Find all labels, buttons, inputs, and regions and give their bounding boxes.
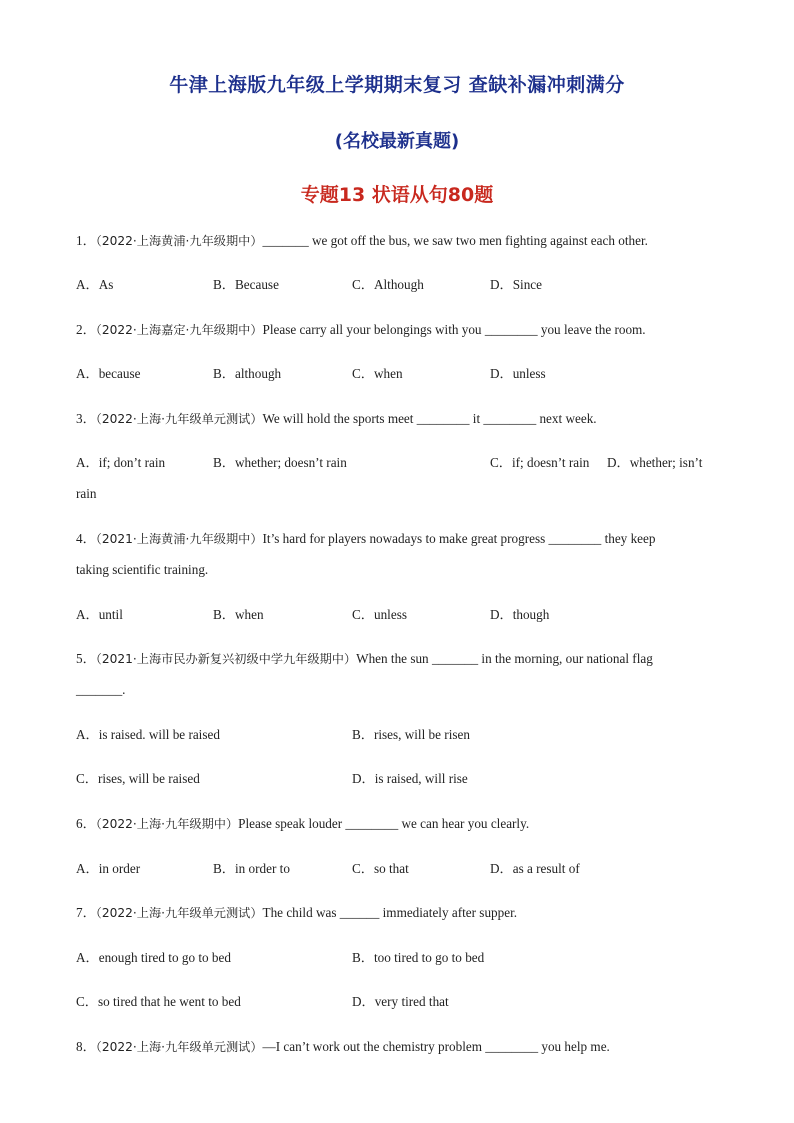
question-1 [76,233,648,249]
question-stem: _______ we got off the bus, we saw two men fighting against each other. [262,233,648,248]
option-d-continued: rain [76,486,97,501]
option-a: A．until [76,607,123,622]
option-b: B．when [213,607,264,622]
question-source: （2022·上海·九年级单元测试） [95,906,263,920]
option-a: A．in order [76,861,141,876]
question-stem: When the sun _______ in the morning, our national flag [356,651,653,666]
option-d: D．very tired that [352,994,449,1009]
option-a: A．is raised. will be raised [76,727,220,742]
option-a: A．enough tired to go to bed [76,950,231,965]
option-b: B．although [213,366,282,381]
question-stem: The child was ______ immediately after supper. [262,905,518,920]
option-a: A．if; don’t rain [76,455,166,470]
question-source: （2022·上海黄浦·九年级期中） [95,234,263,248]
question-stem: Please carry all your belongings with you ________ you leave the room. [262,322,646,337]
option-c: C．Although [352,277,424,292]
option-b: B．in order to [213,861,290,876]
question-source: （2022·上海嘉定·九年级期中） [95,323,263,337]
question-8 [76,1039,610,1055]
option-c: C．if; doesn’t rain [490,455,590,470]
question-source: （2022·上海·九年级单元测试） [95,412,263,426]
document-subtitle: (名校最新真题) [334,131,460,152]
question-stem: Please speak louder ________ we can hear you clearly. [238,816,530,831]
question-number: 2． [76,322,96,337]
option-b: B．rises, will be risen [352,727,470,742]
question-6 [76,816,529,832]
question-number: 3． [76,411,96,426]
option-d: D．whether; isn’t [607,455,703,470]
document-title: 牛津上海版九年级上学期期末复习 查缺补漏冲刺满分 [169,74,625,96]
option-a: A．As [76,277,114,292]
option-d: D．though [490,607,550,622]
question-source: （2022·上海·九年级单元测试） [95,1040,263,1054]
option-b: B．whether; doesn’t rain [213,455,347,470]
question-stem: We will hold the sports meet ________ it ________ next week. [262,411,597,426]
option-c: C．so tired that he went to bed [76,994,241,1009]
option-c: C．rises, will be raised [76,771,200,786]
option-a: A．because [76,366,141,381]
question-stem: —I can’t work out the chemistry problem ________ you help me. [262,1039,610,1054]
option-d: D．Since [490,277,543,292]
question-2 [76,322,646,338]
question-number: 1． [76,233,96,248]
question-5 [76,651,653,667]
question-4 [76,531,655,547]
topic-title: 专题13 状语从句80题 [300,184,494,206]
question-number: 4． [76,531,96,546]
option-b: B．Because [213,277,279,292]
option-d: D．unless [490,366,546,381]
option-c: C．so that [352,861,409,876]
question-stem-continued: taking scientific training. [76,562,209,577]
question-number: 6． [76,816,96,831]
question-number: 7． [76,905,96,920]
question-number: 8． [76,1039,96,1054]
question-number: 5． [76,651,96,666]
question-stem-continued: _______. [76,682,126,697]
question-source: （2022·上海·九年级期中） [95,817,239,831]
question-source: （2021·上海市民办新复兴初级中学九年级期中） [95,652,357,666]
option-c: C．unless [352,607,407,622]
question-stem: It’s hard for players nowadays to make great progress ________ they keep [262,531,656,546]
question-source: （2021·上海黄浦·九年级期中） [95,532,263,546]
option-d: D．is raised, will rise [352,771,468,786]
option-b: B．too tired to go to bed [352,950,485,965]
option-d: D．as a result of [490,861,580,876]
question-7 [76,905,517,921]
option-c: C．when [352,366,403,381]
question-3 [76,411,597,427]
